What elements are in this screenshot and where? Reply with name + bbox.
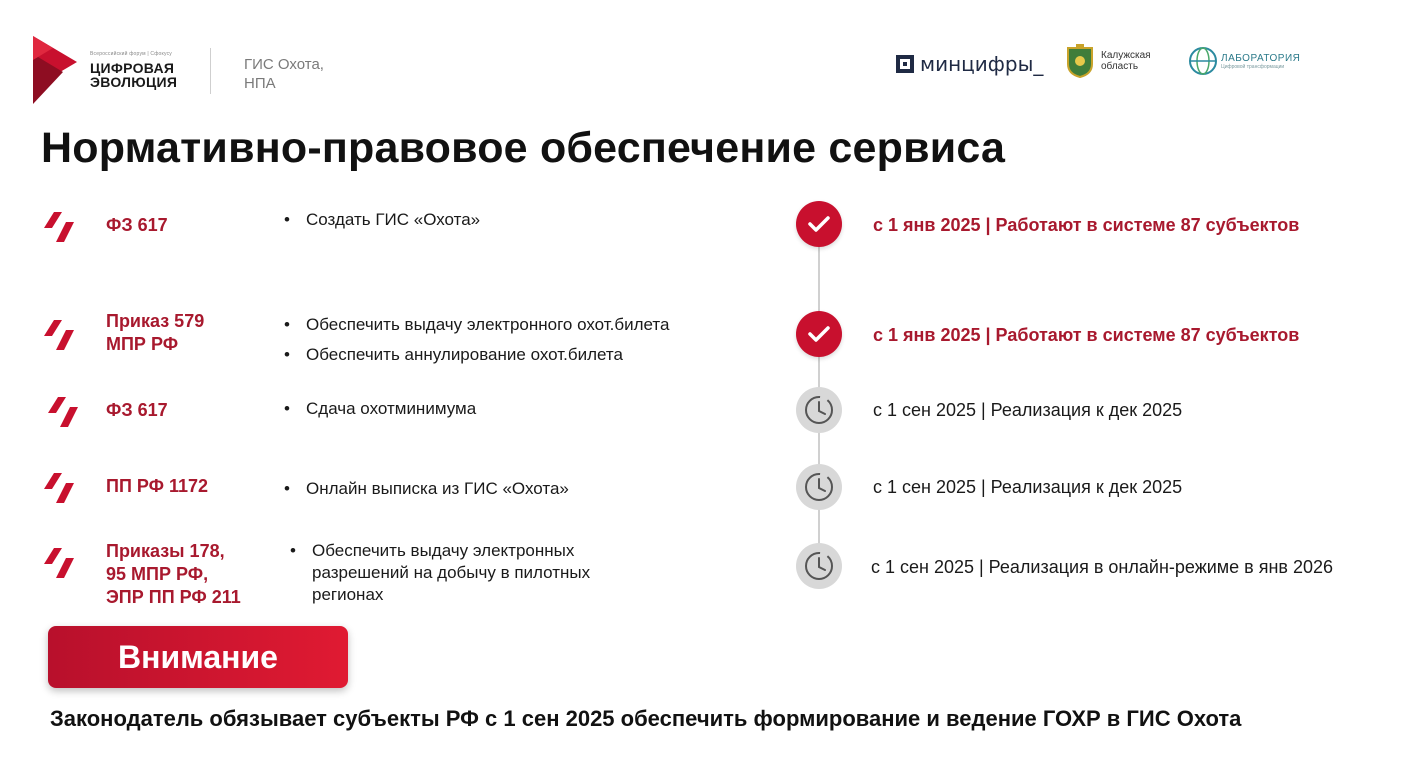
region-coat-of-arms-icon — [1066, 44, 1094, 78]
status-pending-indicator — [796, 543, 842, 589]
region-logo — [1066, 44, 1151, 78]
check-icon — [796, 201, 842, 247]
check-icon — [796, 311, 842, 357]
ministry-logo-icon — [896, 55, 914, 73]
clock-icon — [796, 464, 842, 510]
status-done-indicator — [796, 311, 842, 357]
lab-name: ЛАБОРАТОРИЯ — [1221, 52, 1301, 64]
status-pending-indicator — [796, 464, 842, 510]
requirements-list — [280, 209, 760, 239]
section-label-line2: НПА — [244, 75, 276, 92]
brand-logo — [33, 36, 77, 104]
lab-subtitle: Цифровой трансформации — [1221, 63, 1285, 70]
status-text: с 1 сен 2025 | Реализация к дек 2025 — [873, 477, 1183, 497]
requirements-list — [280, 478, 760, 508]
page-title: Нормативно-правовое обеспечение сервиса — [41, 124, 1006, 172]
ministry-name: минцифры_ — [920, 52, 1044, 76]
lab-globe-icon — [1188, 46, 1218, 76]
list-item: • Создать ГИС «Охота» — [280, 209, 760, 231]
row-marker-icon — [44, 473, 74, 508]
region-name-line1: Калужская — [1101, 50, 1151, 61]
header-divider — [210, 48, 211, 94]
law-reference: ПП РФ 1172 — [106, 476, 209, 496]
list-item: • Обеспечить аннулирование охот.билета — [280, 344, 760, 366]
list-item: • Онлайн выписка из ГИС «Охота» — [280, 478, 760, 500]
region-name-line2: область — [1101, 61, 1139, 72]
clock-icon — [796, 543, 842, 589]
law-reference: Приказы 178, 95 МПР РФ, ЭПР ПП РФ 211 — [106, 541, 241, 607]
ministry-logo — [896, 52, 1043, 76]
section-label-line1: ГИС Охота, — [244, 56, 324, 73]
brand-logo-icon — [33, 36, 77, 104]
row-marker-icon — [44, 320, 74, 355]
status-text: с 1 янв 2025 | Работают в системе 87 субъектов — [873, 325, 1300, 345]
requirements-list — [280, 314, 760, 374]
requirements-list — [286, 540, 646, 614]
brand-name-line1: ЦИФРОВАЯ — [90, 60, 175, 76]
forum-caption: Всероссийский форум | Сфокусу — [90, 51, 172, 57]
brand-name-line2: ЭВОЛЮЦИЯ — [90, 74, 178, 90]
list-item: • Обеспечить выдачу электронных разрешений на добычу в пилотных регионах — [286, 540, 646, 606]
attention-banner: Внимание — [48, 626, 348, 688]
law-reference: Приказ 579 МПР РФ — [106, 311, 205, 354]
status-pending-indicator — [796, 387, 842, 433]
lab-logo — [1188, 46, 1300, 76]
clock-icon — [796, 387, 842, 433]
law-reference: ФЗ 617 — [106, 400, 168, 420]
row-marker-icon — [48, 397, 78, 432]
footer-statement: Законодатель обязывает субъекты РФ с 1 сен 2025 обеспечить формирование и ведение ГОХР в ГИС Охота — [50, 706, 1242, 731]
status-text: с 1 сен 2025 | Реализация к дек 2025 — [873, 400, 1183, 420]
list-item: • Сдача охотминимума — [280, 398, 760, 420]
list-item: • Обеспечить выдачу электронного охот.билета — [280, 314, 760, 336]
requirements-list — [280, 398, 760, 428]
law-reference: ФЗ 617 — [106, 215, 168, 235]
status-done-indicator — [796, 201, 842, 247]
row-marker-icon — [44, 212, 74, 247]
row-marker-icon — [44, 548, 74, 583]
status-text: с 1 сен 2025 | Реализация в онлайн-режиме в янв 2026 — [871, 557, 1334, 577]
status-text: с 1 янв 2025 | Работают в системе 87 субъектов — [873, 215, 1300, 235]
